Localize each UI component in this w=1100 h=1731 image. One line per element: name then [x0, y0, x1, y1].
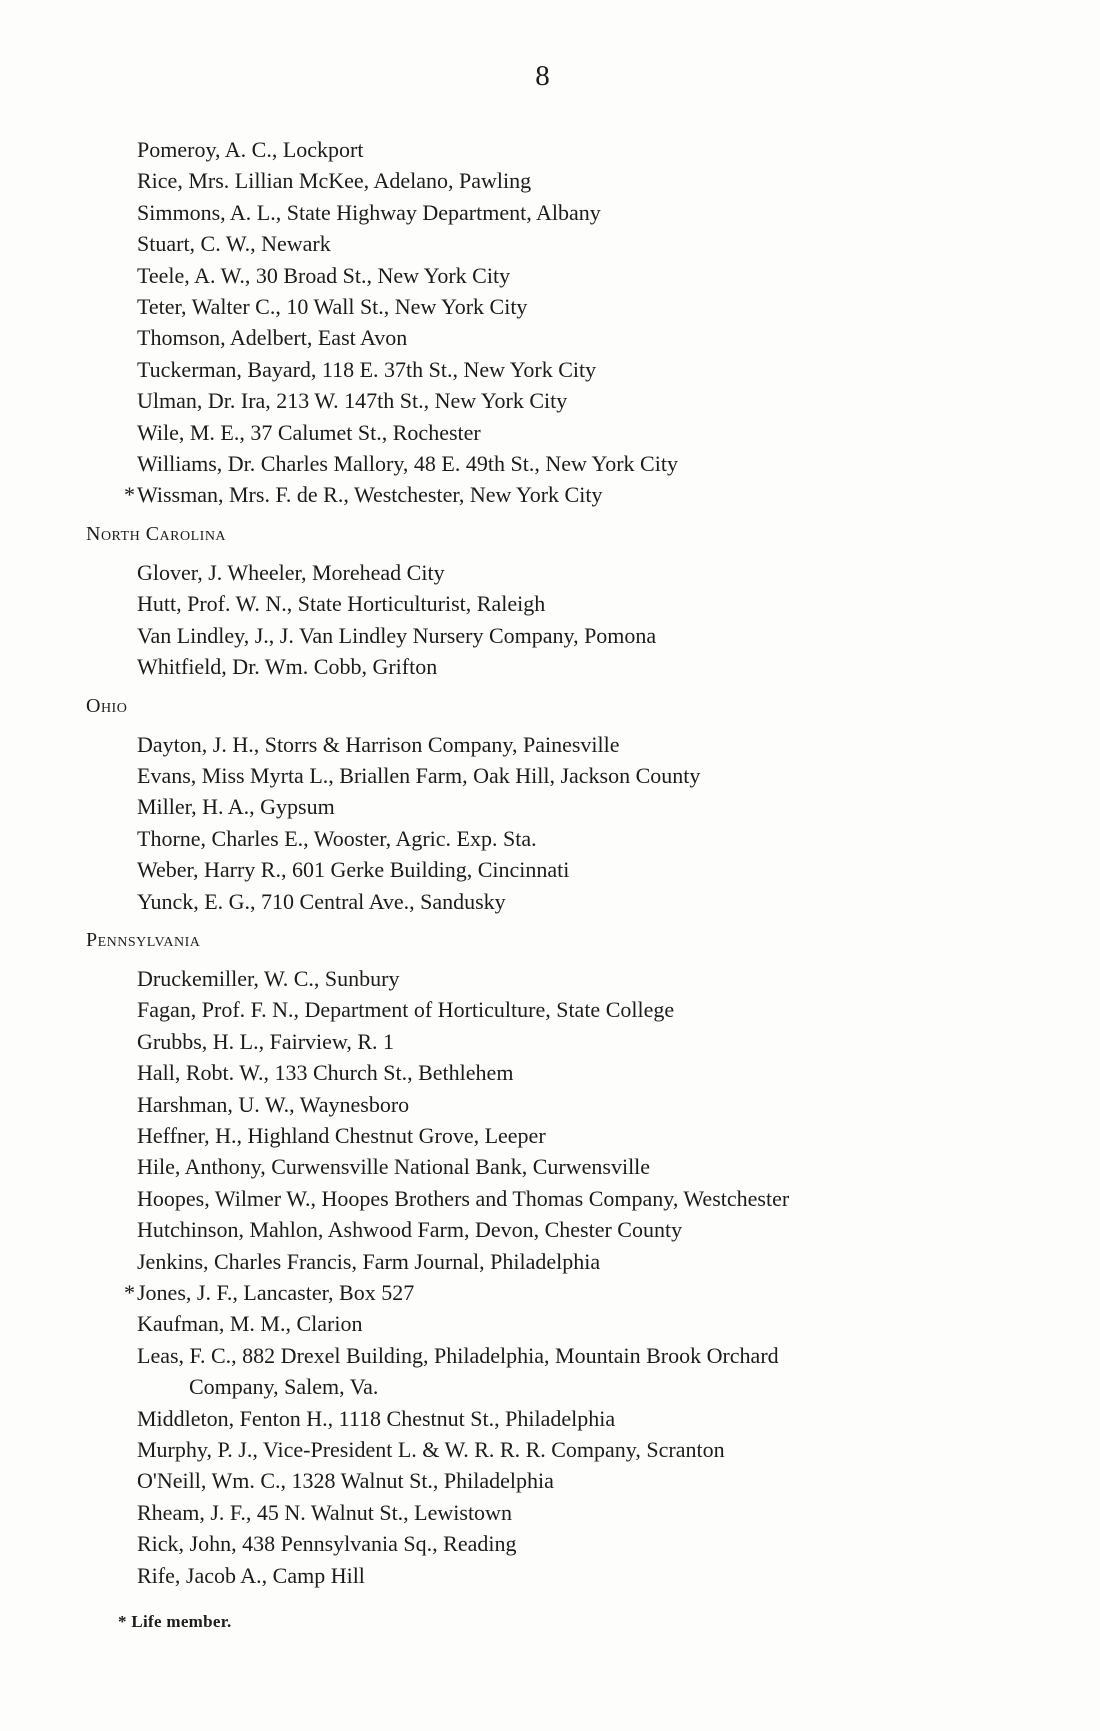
list-item: [86, 620, 1046, 651]
entry-text: Rheam, J. F., 45 N. Walnut St., Lewistown: [137, 1499, 512, 1525]
entry-text: Wile, M. E., 37 Calumet St., Rochester: [137, 419, 481, 445]
list-item: [86, 1057, 1046, 1088]
entry-text: Pomeroy, A. C., Lockport: [137, 137, 364, 162]
list-item: [86, 760, 1046, 791]
entry-text: Fagan, Prof. F. N., Department of Horticulture, State College: [137, 997, 675, 1023]
entry-list: [86, 134, 1046, 511]
entry-text: Murphy, P. J., Vice-President L. & W. R. R. R. Company, Scranton: [137, 1437, 725, 1463]
list-item: [86, 1277, 1046, 1308]
list-item: [86, 1528, 1046, 1559]
life-member-mark: *: [124, 1280, 135, 1305]
entry-text: Hall, Robt. W., 133 Church St., Bethlehem: [137, 1060, 514, 1086]
entry-text: Ulman, Dr. Ira, 213 W. 147th St., New York City: [137, 388, 568, 414]
entry-text: Teter, Walter C., 10 Wall St., New York City: [137, 294, 528, 320]
list-item: [86, 260, 1046, 291]
list-item: [86, 197, 1046, 228]
list-item: [86, 1497, 1046, 1528]
list-item: [86, 1340, 1046, 1403]
entry-text: Williams, Dr. Charles Mallory, 48 E. 49th St., New York City: [137, 451, 678, 477]
entry-text: Stuart, C. W., Newark: [137, 231, 331, 257]
entry-text: Glover, J. Wheeler, Morehead City: [137, 559, 445, 585]
entry-text: Kaufman, M. M., Clarion: [137, 1311, 363, 1337]
entry-continuation: Company, Salem, Va.: [189, 1374, 379, 1400]
list-item: [86, 165, 1046, 196]
entry-text: Whitfield, Dr. Wm. Cobb, Grifton: [137, 654, 438, 680]
entry-text: Weber, Harry R., 601 Gerke Building, Cincinnati: [137, 857, 570, 883]
list-item: [86, 729, 1046, 760]
entry-text: Harshman, U. W., Waynesboro: [137, 1091, 410, 1117]
list-item: [86, 1120, 1046, 1151]
section-heading: Pennsylvania: [86, 928, 201, 951]
entry-text: Grubbs, H. L., Fairview, R. 1: [137, 1028, 395, 1054]
entry-text: Jenkins, Charles Francis, Farm Journal, Philadelphia: [137, 1248, 601, 1274]
section-north-carolina: [86, 523, 1046, 683]
entry-text: Middleton, Fenton H., 1118 Chestnut St., Philadelphia: [137, 1405, 616, 1431]
entry-text: Teele, A. W., 30 Broad St., New York City: [137, 262, 511, 288]
life-member-mark: *: [124, 482, 135, 508]
entry-text: Thomson, Adelbert, East Avon: [137, 325, 408, 351]
list-item: [86, 228, 1046, 259]
membership-list: [86, 134, 1046, 1591]
entry-text: Leas, F. C., 882 Drexel Building, Philadelphia, Mountain Brook Orchard: [137, 1342, 779, 1368]
entry-text: Evans, Miss Myrta L., Briallen Farm, Oak Hill, Jackson County: [137, 762, 701, 788]
entry-text: Rice, Mrs. Lillian McKee, Adelano, Pawling: [137, 168, 532, 194]
entry-text: Yunck, E. G., 710 Central Ave., Sandusky: [137, 888, 506, 914]
entry-text: Druckemiller, W. C., Sunbury: [137, 965, 400, 991]
list-item: [86, 291, 1046, 322]
entry-text: Hutchinson, Mahlon, Ashwood Farm, Devon, Chester County: [137, 1217, 683, 1243]
entry-text: O'Neill, Wm. C., 1328 Walnut St., Philadelphia: [137, 1468, 554, 1494]
footnote: * Life member.: [118, 1612, 232, 1631]
list-item: [86, 385, 1046, 416]
list-item: [86, 1214, 1046, 1245]
list-item: [86, 1089, 1046, 1120]
list-item: [86, 823, 1046, 854]
entry-list: [86, 963, 1046, 1591]
entry-text: Wissman, Mrs. F. de R., Westchester, New York City: [137, 482, 603, 508]
list-item: [86, 322, 1046, 353]
entry-text: Miller, H. A., Gypsum: [137, 794, 335, 820]
entry-text: Hutt, Prof. W. N., State Horticulturist, Raleigh: [137, 591, 546, 617]
list-item: [86, 1403, 1046, 1434]
list-item: [86, 354, 1046, 385]
list-item: [86, 1465, 1046, 1496]
list-item: [86, 886, 1046, 917]
list-item: [86, 1308, 1046, 1339]
list-item: [86, 1434, 1046, 1465]
list-item: [86, 448, 1046, 479]
list-item: [86, 479, 1046, 510]
entry-text: Rick, John, 438 Pennsylvania Sq., Reading: [137, 1531, 517, 1557]
section-continued: [86, 134, 1046, 511]
entry-text: Tuckerman, Bayard, 118 E. 37th St., New York City: [137, 356, 597, 382]
section-heading: Ohio: [86, 694, 128, 717]
entry-text: Simmons, A. L., State Highway Department, Albany: [137, 199, 601, 225]
list-item: [86, 557, 1046, 588]
list-item: [86, 854, 1046, 885]
entry-text: Van Lindley, J., J. Van Lindley Nursery Company, Pomona: [137, 622, 657, 648]
section-heading: North Carolina: [86, 522, 227, 545]
entry-text: Hoopes, Wilmer W., Hoopes Brothers and Thomas Company, Westchester: [137, 1185, 790, 1211]
list-item: [86, 588, 1046, 619]
entry-list: [86, 729, 1046, 917]
section-ohio: [86, 695, 1046, 917]
list-item: [86, 994, 1046, 1025]
list-item: [86, 1246, 1046, 1277]
list-item: [86, 1151, 1046, 1182]
list-item: [86, 417, 1046, 448]
list-item: [86, 1183, 1046, 1214]
entry-list: [86, 557, 1046, 683]
entry-text: Jones, J. F., Lancaster, Box 527: [137, 1280, 415, 1305]
list-item: [86, 1560, 1046, 1591]
section-pennsylvania: [86, 929, 1046, 1591]
list-item: [86, 134, 1046, 165]
entry-text: Hile, Anthony, Curwensville National Bank, Curwensville: [137, 1154, 651, 1180]
entry-text: Rife, Jacob A., Camp Hill: [137, 1562, 365, 1588]
list-item: [86, 1026, 1046, 1057]
list-item: [86, 963, 1046, 994]
page-number: 8: [535, 60, 550, 92]
list-item: [86, 651, 1046, 682]
entry-text: Thorne, Charles E., Wooster, Agric. Exp. Sta.: [137, 825, 537, 851]
entry-text: Heffner, H., Highland Chestnut Grove, Leeper: [137, 1122, 546, 1148]
entry-text: Dayton, J. H., Storrs & Harrison Company, Painesville: [137, 731, 620, 757]
list-item: [86, 791, 1046, 822]
